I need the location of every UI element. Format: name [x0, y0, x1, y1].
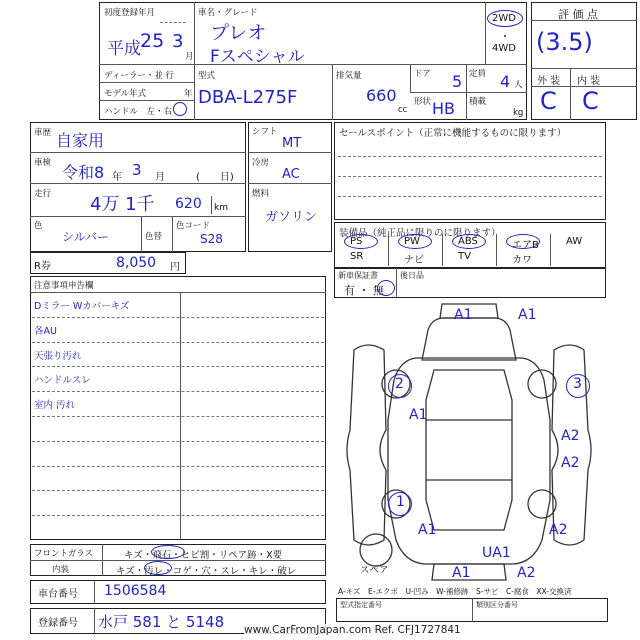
door-label: ドア: [414, 69, 431, 79]
damage-mark: A2: [561, 455, 580, 471]
equipment-selected-circle: [344, 234, 378, 249]
equipment-item: TV: [458, 251, 471, 262]
model-year-unit: 年: [184, 89, 193, 99]
damage-mark: A1: [518, 307, 537, 323]
type-value: DBA-L275F: [198, 87, 298, 108]
divider: [30, 292, 326, 293]
fuel-label: 燃料: [252, 189, 270, 199]
recycle-label: R券: [34, 261, 51, 272]
remark-line: 室内 汚れ: [34, 400, 76, 412]
interior-grade: C: [582, 87, 599, 115]
history-value: 自家用: [56, 131, 105, 150]
inspection-year-unit: 年: [112, 172, 122, 183]
divider: [472, 598, 473, 622]
equipment-selected-circle: [506, 234, 540, 249]
front-glass-value: キズ・飛石・ヒビ割・リペア跡・X要: [124, 550, 283, 561]
selected-stain-circle: [144, 561, 172, 575]
capacity-label: 定員: [469, 69, 487, 79]
divider: [99, 100, 194, 101]
divider: [94, 608, 95, 634]
month-unit: 月: [185, 52, 194, 62]
load-unit: kg: [513, 108, 524, 118]
recycle-value: 8,050: [116, 255, 157, 271]
registration-value: 水戸 581 と 5148: [98, 613, 225, 631]
type-label: 型式: [198, 71, 216, 81]
dashed-line: [32, 441, 324, 442]
warranty-value: 有 ・ 無: [344, 284, 384, 297]
divider: [496, 234, 497, 266]
dealer-label: ディーラー・並 行: [104, 71, 175, 81]
remark-line: 天張り汚れ: [34, 350, 82, 362]
remarks-title: 注意事項申告欄: [34, 281, 94, 291]
divider: [550, 234, 551, 266]
damage-mark: A1: [452, 565, 471, 581]
color-tone-label: 色替: [145, 232, 163, 242]
color-code-value: S28: [200, 232, 223, 246]
damage-mark: A2: [549, 522, 568, 538]
score-value: (3.5): [536, 28, 593, 56]
damage-mark: UA1: [482, 545, 511, 561]
exterior-label: 外 装: [537, 76, 561, 87]
mileage-value: 4万 1千: [90, 194, 155, 215]
color-label: 色: [34, 221, 43, 231]
car-name: プレオ: [210, 22, 267, 44]
divider: [442, 234, 443, 266]
year-value: 25: [140, 30, 165, 52]
equipment-title: 装備品（純正品に限りのに限ります）: [339, 228, 501, 239]
warranty-label: 新車保証書: [338, 271, 378, 280]
dashed-line: [32, 515, 324, 516]
equipment-item: SR: [350, 251, 364, 262]
dashed-line: [32, 391, 324, 392]
divider: [396, 268, 397, 298]
equipment-item: ABS: [458, 236, 478, 247]
exterior-grade: C: [540, 87, 557, 115]
history-label: 車歴: [34, 128, 52, 138]
registration-label: 登録番号: [38, 618, 78, 629]
drive-dot: ・: [500, 32, 510, 43]
displacement-label: 排気量: [336, 71, 362, 81]
remark-line: Dミラー Wカバーキズ: [34, 301, 130, 312]
color-code-label: 色コード: [176, 221, 211, 231]
recycle-box: [30, 252, 186, 274]
mileage-unit: km: [214, 203, 228, 213]
type-designation-label: 型式指定番号: [340, 601, 382, 609]
interior-cond-value: キズ・汚レ・コゲ・穴・スレ・キレ・破レ: [116, 566, 297, 577]
damage-mark: 2: [395, 376, 404, 392]
damage-mark: 3: [573, 376, 582, 392]
equipment-item: ナビ: [404, 255, 424, 266]
handle-label: ハンドル 左・右: [104, 107, 173, 117]
damage-mark: 1: [396, 494, 405, 510]
inspection-era: 令和8: [62, 163, 105, 182]
damage-legend: A-キズ E-エクボ U-凹み W-補修跡 S-サビ C-腐食 XX-交換済: [338, 587, 572, 596]
equipment-selected-circle: [452, 234, 486, 249]
sales-points-title: セールスポイント（正常に機能するものに限ります）: [339, 128, 567, 139]
chassis-value: 1506584: [104, 583, 167, 599]
divider: [141, 216, 142, 252]
dashed-line: [338, 156, 602, 157]
dashed-line: [32, 466, 324, 467]
divider: [30, 152, 246, 153]
divider: [99, 64, 527, 65]
recycle-unit: 円: [170, 262, 180, 273]
shape-value: HB: [432, 99, 456, 118]
divider: [194, 64, 195, 120]
divider: [30, 216, 246, 217]
drive-4wd: 4WD: [492, 43, 516, 54]
divider: [531, 68, 637, 69]
inspection-label: 車検: [34, 158, 52, 168]
car-name-label: 車名・グレード: [198, 8, 258, 18]
selected-right-circle: [173, 102, 187, 116]
shift-value: MT: [282, 136, 302, 151]
selected-chip-circle: [151, 545, 185, 559]
interior-label: 内 装: [577, 76, 601, 87]
divider: [94, 580, 95, 604]
capacity-unit: 人: [514, 80, 523, 90]
divider: [172, 216, 173, 252]
dashed-line: [338, 176, 602, 177]
dashed-line: [32, 416, 324, 417]
divider: [248, 152, 332, 153]
equipment-selected-circle: [398, 234, 432, 249]
fuel-value: ガソリン: [265, 210, 318, 225]
chassis-label: 車台番号: [38, 589, 78, 600]
interior-cond-label: 内装: [52, 565, 70, 575]
load-label: 積載: [469, 97, 487, 107]
divider: [388, 234, 389, 266]
divider: [410, 92, 527, 93]
remark-line: 各AU: [34, 325, 57, 337]
dashed-mark: [160, 22, 186, 23]
divider: [570, 68, 571, 120]
equipment-item: PS: [350, 236, 363, 247]
displacement-value: 660: [366, 86, 397, 105]
damage-mark: A2: [517, 565, 536, 581]
equipment-item: AW: [566, 236, 583, 247]
inspection-month-unit: 月: [155, 172, 165, 183]
spare-label: スペア: [360, 565, 389, 576]
era-value: 平成: [107, 39, 141, 59]
inspection-day-unit: ( 日): [196, 172, 234, 183]
dashed-line: [338, 196, 602, 197]
selected-none-circle: [377, 280, 395, 296]
dashed-line: [32, 490, 324, 491]
divider: [410, 64, 411, 92]
category-label: 類別区分番号: [476, 601, 518, 609]
damage-mark: A1: [409, 407, 428, 423]
divider: [485, 2, 486, 64]
divider: [332, 64, 333, 120]
car-diagram: [334, 300, 604, 590]
drive-2wd: 2WD: [492, 13, 516, 24]
shift-label: シフト: [252, 127, 278, 137]
equipment-item: PW: [404, 236, 420, 247]
divider: [248, 183, 332, 184]
damage-mark: A2: [561, 428, 580, 444]
remark-line: ハンドルスレ: [34, 375, 91, 387]
month-value: 3: [172, 31, 184, 52]
divider: [194, 2, 195, 64]
front-glass-label: フロントガラス: [34, 549, 93, 559]
damage-mark: A1: [418, 522, 437, 538]
divider: [102, 544, 103, 576]
inspection-month: 3: [132, 161, 142, 179]
dashed-line: [32, 317, 324, 318]
divider: [211, 196, 212, 214]
dashed-line: [32, 366, 324, 367]
score-label: 評 価 点: [558, 8, 598, 21]
ac-value: AC: [282, 167, 300, 182]
model-year-label: モデル年式: [104, 89, 147, 99]
first-reg-label: 初度登録年月: [104, 8, 156, 18]
divider: [99, 82, 194, 83]
displacement-unit: cc: [398, 105, 408, 115]
ac-label: 冷房: [252, 158, 270, 168]
notes-label: 後日品: [400, 271, 424, 280]
color-value: シルバー: [62, 230, 109, 244]
dashed-line: [32, 342, 324, 343]
grade: Fスペシャル: [210, 47, 305, 67]
door-value: 5: [452, 72, 463, 91]
divider: [30, 183, 246, 184]
shape-label: 形状: [414, 97, 432, 107]
watermark: www.CarFromJapan.com Ref. CFJ1727841: [244, 624, 461, 636]
equipment-item: カワ: [512, 255, 532, 266]
mileage-extra: 620: [175, 196, 202, 212]
damage-mark: A1: [454, 307, 473, 323]
mileage-label: 走行: [34, 189, 52, 199]
equipment-item: エアB: [512, 240, 539, 251]
header-box: [99, 2, 527, 120]
capacity-value: 4: [500, 72, 511, 91]
